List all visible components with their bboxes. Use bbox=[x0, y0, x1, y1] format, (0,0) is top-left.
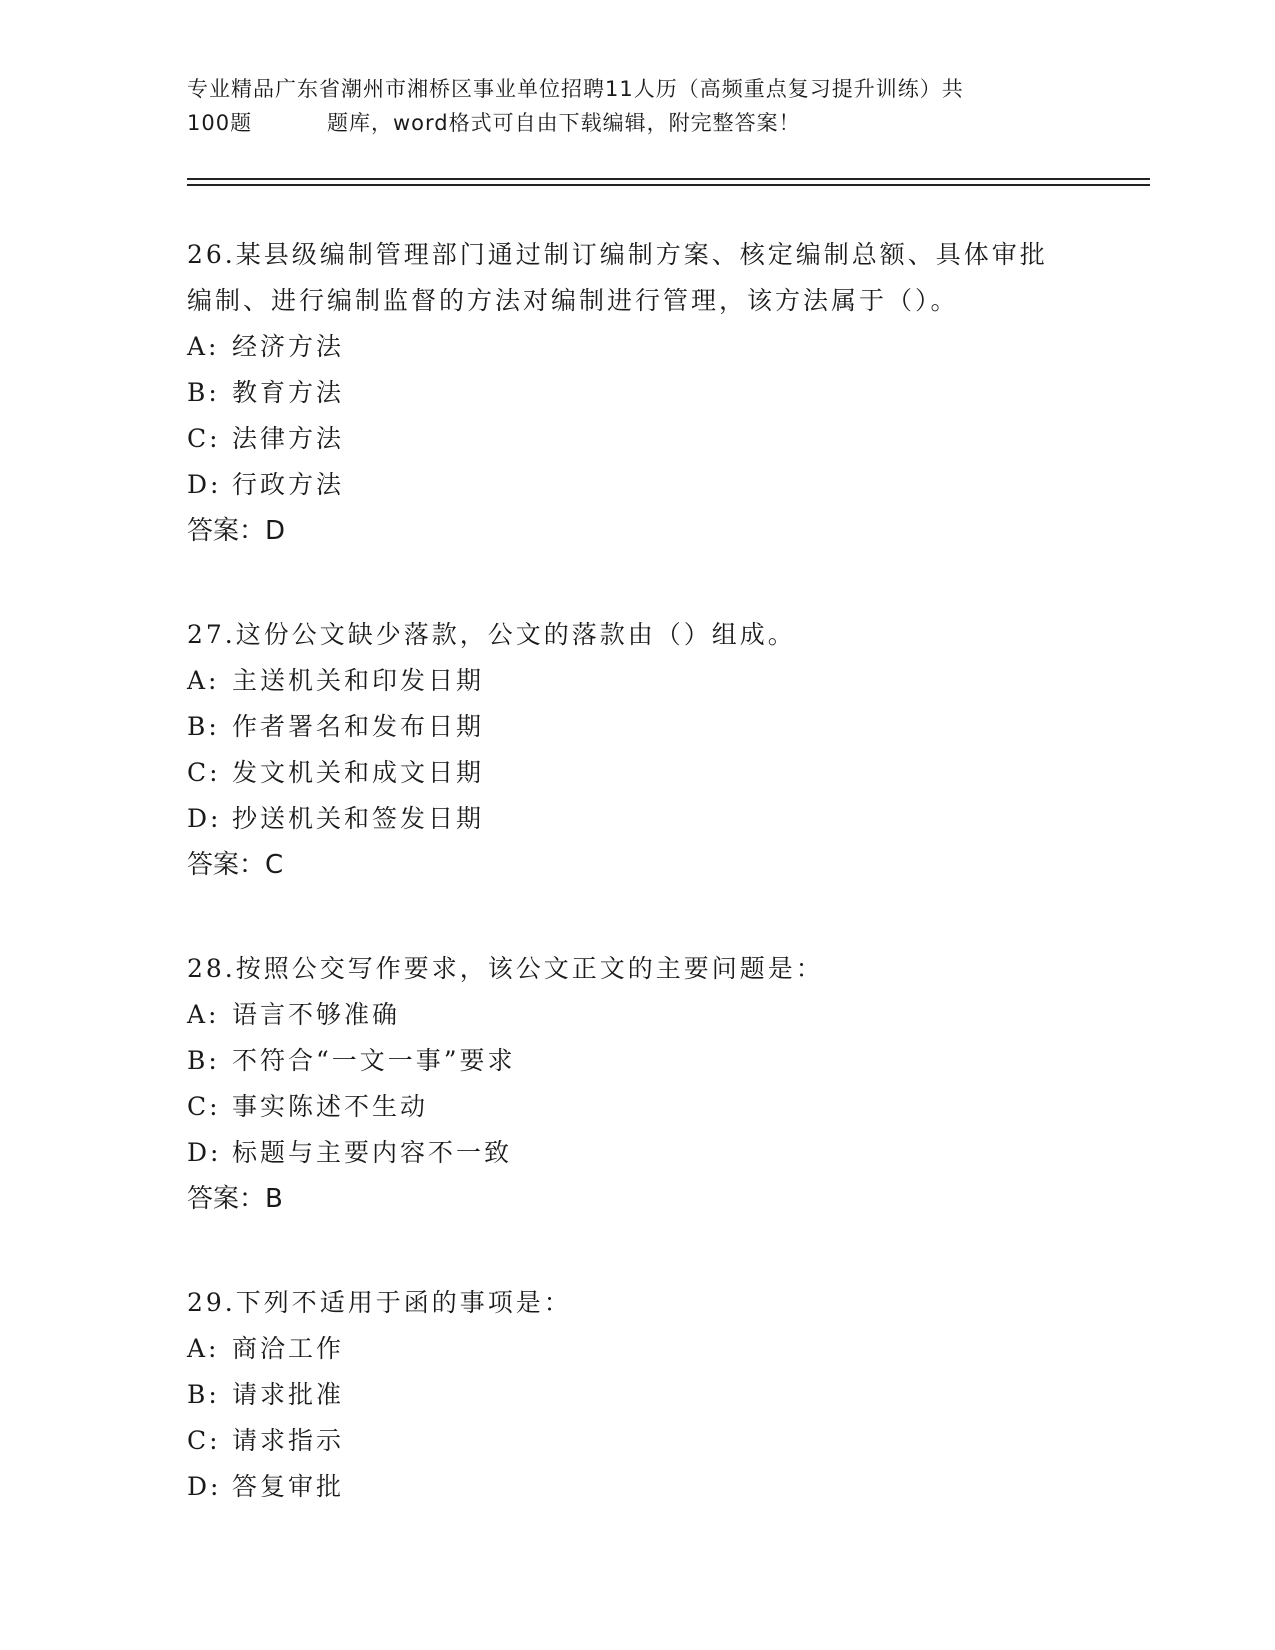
question-text: 29.下列不适用于函的事项是： bbox=[187, 1288, 572, 1317]
option-label: B: bbox=[187, 378, 220, 407]
option-d bbox=[187, 1464, 1087, 1510]
option-text: 作者署名和发布日期 bbox=[232, 712, 485, 741]
option-d bbox=[187, 1130, 1087, 1176]
header-divider-top bbox=[187, 178, 1150, 180]
option-a bbox=[187, 992, 1087, 1038]
option-text: 标题与主要内容不一致 bbox=[232, 1138, 513, 1167]
option-d bbox=[187, 796, 1087, 842]
option-text: 发文机关和成文日期 bbox=[232, 758, 485, 787]
option-text: 答复审批 bbox=[232, 1472, 345, 1501]
option-label: A: bbox=[187, 666, 220, 695]
option-text: 法律方法 bbox=[232, 424, 345, 453]
option-text: 教育方法 bbox=[232, 378, 345, 407]
option-label: C: bbox=[187, 1092, 221, 1121]
option-label: B: bbox=[187, 1046, 220, 1075]
option-b bbox=[187, 370, 1087, 416]
question-text: 26.某县级编制管理部门通过制订编制方案、核定编制总额、具体审批 bbox=[187, 240, 1048, 269]
question-26 bbox=[187, 232, 1087, 554]
option-label: B: bbox=[187, 712, 220, 741]
header-question-count: 100题 bbox=[187, 111, 253, 135]
option-text: 经济方法 bbox=[232, 332, 345, 361]
option-text: 事实陈述不生动 bbox=[232, 1092, 429, 1121]
option-b bbox=[187, 1372, 1087, 1418]
question-text: 27.这份公文缺少落款，公文的落款由（）组成。 bbox=[187, 620, 796, 649]
option-a bbox=[187, 658, 1087, 704]
option-label: C: bbox=[187, 1426, 221, 1455]
header-line-1: 专业精品广东省潮州市湘桥区事业单位招聘11人历（高频重点复习提升训练）共 bbox=[187, 77, 964, 101]
option-text: 商洽工作 bbox=[232, 1334, 345, 1363]
option-c bbox=[187, 416, 1087, 462]
option-label: D: bbox=[187, 1138, 222, 1167]
option-label: B: bbox=[187, 1380, 220, 1409]
question-27 bbox=[187, 612, 1087, 888]
option-text: 语言不够准确 bbox=[232, 1000, 401, 1029]
option-c bbox=[187, 750, 1087, 796]
option-text: 请求批准 bbox=[232, 1380, 345, 1409]
answer-line: 答案：C bbox=[187, 850, 284, 880]
option-d bbox=[187, 462, 1087, 508]
option-label: C: bbox=[187, 758, 221, 787]
header-line-2 bbox=[187, 106, 1087, 140]
option-text: 主送机关和印发日期 bbox=[232, 666, 485, 695]
header-subtitle: 题库，word格式可自由下载编辑，附完整答案！ bbox=[327, 111, 801, 135]
question-text: 28.按照公交写作要求，该公文正文的主要问题是： bbox=[187, 954, 824, 983]
question-text-continued: 编制、进行编制监督的方法对编制进行管理，该方法属于（）。 bbox=[187, 286, 959, 315]
option-b bbox=[187, 1038, 1087, 1084]
option-label: A: bbox=[187, 332, 220, 361]
option-label: A: bbox=[187, 1334, 220, 1363]
option-c bbox=[187, 1084, 1087, 1130]
option-a bbox=[187, 1326, 1087, 1372]
option-b bbox=[187, 704, 1087, 750]
option-c bbox=[187, 1418, 1087, 1464]
option-text: 行政方法 bbox=[232, 470, 345, 499]
question-28 bbox=[187, 946, 1087, 1222]
option-label: D: bbox=[187, 1472, 222, 1501]
option-label: D: bbox=[187, 804, 222, 833]
option-a bbox=[187, 324, 1087, 370]
option-label: C: bbox=[187, 424, 221, 453]
question-list bbox=[187, 232, 1087, 1510]
option-label: D: bbox=[187, 470, 222, 499]
header-divider-bottom bbox=[187, 184, 1150, 186]
document-header bbox=[187, 72, 1087, 140]
answer-line: 答案：D bbox=[187, 516, 286, 546]
option-text: 抄送机关和签发日期 bbox=[232, 804, 485, 833]
option-text: 不符合“一文一事”要求 bbox=[232, 1046, 516, 1075]
option-label: A: bbox=[187, 1000, 220, 1029]
question-29 bbox=[187, 1280, 1087, 1510]
option-text: 请求指示 bbox=[232, 1426, 345, 1455]
answer-line: 答案：B bbox=[187, 1184, 283, 1214]
